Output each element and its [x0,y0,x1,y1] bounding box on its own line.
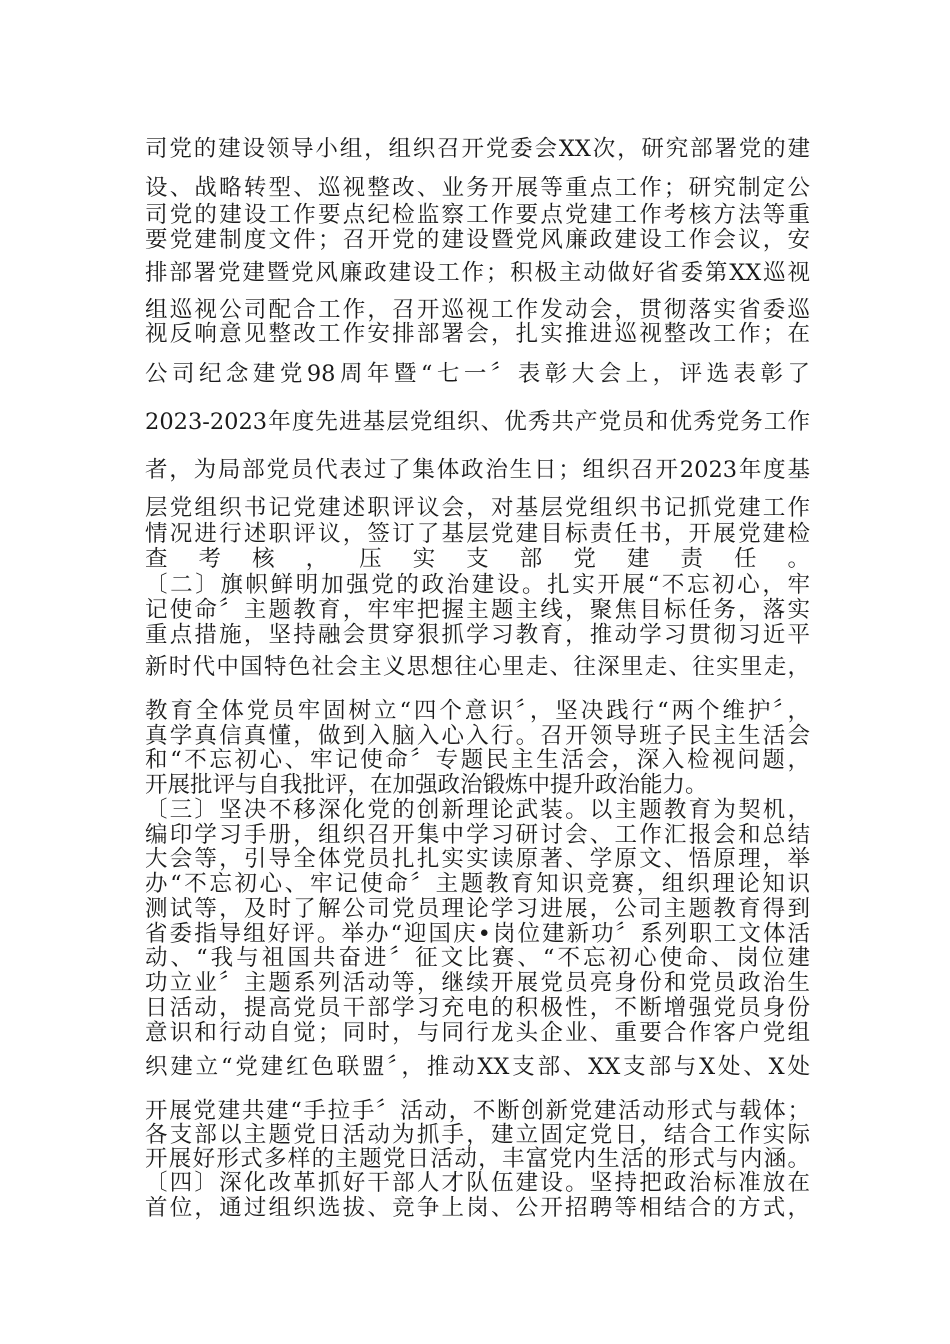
body-text-line: 织建立“党建红色联盟〞，推动XX支部、XX支部与X处、X处 [145,1054,810,1080]
body-text-line: 公司纪念建党98周年暨“七一〞表彰大会上，评选表彰了 [145,361,810,387]
body-text-line: 编印学习手册，组织召开集中学习研讨会、工作汇报会和总结 [145,822,810,848]
body-text-line: 查考核，压实支部党建责任。 [145,546,810,572]
body-text-line: 要党建制度文件；召开党的建设暨党风廉政建设工作会议，安 [145,227,810,253]
body-text-line: 动、“我与祖国共奋进〞征文比赛、“不忘初心使命、岗位建 [145,945,810,971]
body-text-line: 开展好形式多样的主题党日活动，丰富党内生活的形式与内涵。 [145,1146,810,1172]
body-text-line: 测试等，及时了解公司党员理论学习进展，公司主题教育得到 [145,896,810,922]
body-text-line: 大会等，引导全体党员扎扎实实读原著、学原文、悟原理，举 [145,846,810,872]
body-text-line: 记使命〞主题教育，牢牢把握主题主线，聚焦目标任务，落实 [145,597,810,623]
body-text-line: 和“不忘初心、牢记使命〞专题民主生活会，深入检视问题， [145,747,810,773]
body-text-line: 各支部以主题党日活动为抓手，建立固定党日，结合工作实际 [145,1122,810,1148]
body-text-line: 组巡视公司配合工作，召开巡视工作发动会，贯彻落实省委巡 [145,297,810,323]
body-text-line: 省委指导组好评。举办“迎国庆•岗位建新功〞系列职工文体活 [145,921,810,947]
body-text-line: 视反响意见整改工作安排部署会，扎实推进巡视整改工作；在 [145,321,810,347]
body-text-line: 开展党建共建“手拉手〞活动，不断创新党建活动形式与载体； [145,1098,810,1124]
body-text-line: 新时代中国特色社会主义思想往心里走、往深里走、往实里走， [145,654,810,680]
body-text-line: 教育全体党员牢固树立“四个意识〞，坚决践行“两个维护〞， [145,698,810,724]
body-text-line: 〔二〕旗帜鲜明加强党的政治建设。扎实开展“不忘初心，牢 [145,572,810,598]
body-text-line: 首位，通过组织选拔、竞争上岗、公开招聘等相结合的方式， [145,1195,810,1221]
body-text-line: 重点措施，坚持融会贯穿狠抓学习教育，推动学习贯彻习近平 [145,622,810,648]
body-text-line: 功立业〞主题系列活动等，继续开展党员亮身份和党员政治生 [145,970,810,996]
body-text-line: 情况进行述职评议，签订了基层党建目标责任书，开展党建检 [145,521,810,547]
body-text-line: 司党的建设领导小组，组织召开党委会XX次，研究部署党的建 [145,136,810,162]
body-text-line: 排部署党建暨党风廉政建设工作；积极主动做好省委第XX巡视 [145,260,810,286]
body-text-line: 设、战略转型、巡视整改、业务开展等重点工作；研究制定公 [145,175,810,201]
body-text-line: 者，为局部党员代表过了集体政治生日；组织召开2023年度基 [145,457,810,483]
body-text-line: 2023-2023年度先进基层党组织、优秀共产党员和优秀党务工作 [145,409,810,435]
body-text-line: 司党的建设工作要点纪检监察工作要点党建工作考核方法等重 [145,202,810,228]
body-text-line: 真学真信真懂，做到入脑入心入行。召开领导班子民主生活会 [145,723,810,749]
body-text-line: 办“不忘初心、牢记使命〞主题教育知识竞赛，组织理论知识 [145,871,810,897]
body-text-line: 〔三〕坚决不移深化党的创新理论武装。以主题教育为契机， [145,797,810,823]
body-text-line: 日活动，提高党员干部学习充电的积极性，不断增强党员身份 [145,995,810,1021]
body-text-line: 意识和行动自觉；同时，与同行龙头企业、重要合作客户党组 [145,1020,810,1046]
body-text-line: 层党组织书记党建述职评议会，对基层党组织书记抓党建工作 [145,495,810,521]
body-text-line: 〔四〕深化改革抓好干部人才队伍建设。坚持把政治标准放在 [145,1170,810,1196]
body-text-line: 开展批评与自我批评，在加强政治锻炼中提升政治能力。 [145,772,708,798]
